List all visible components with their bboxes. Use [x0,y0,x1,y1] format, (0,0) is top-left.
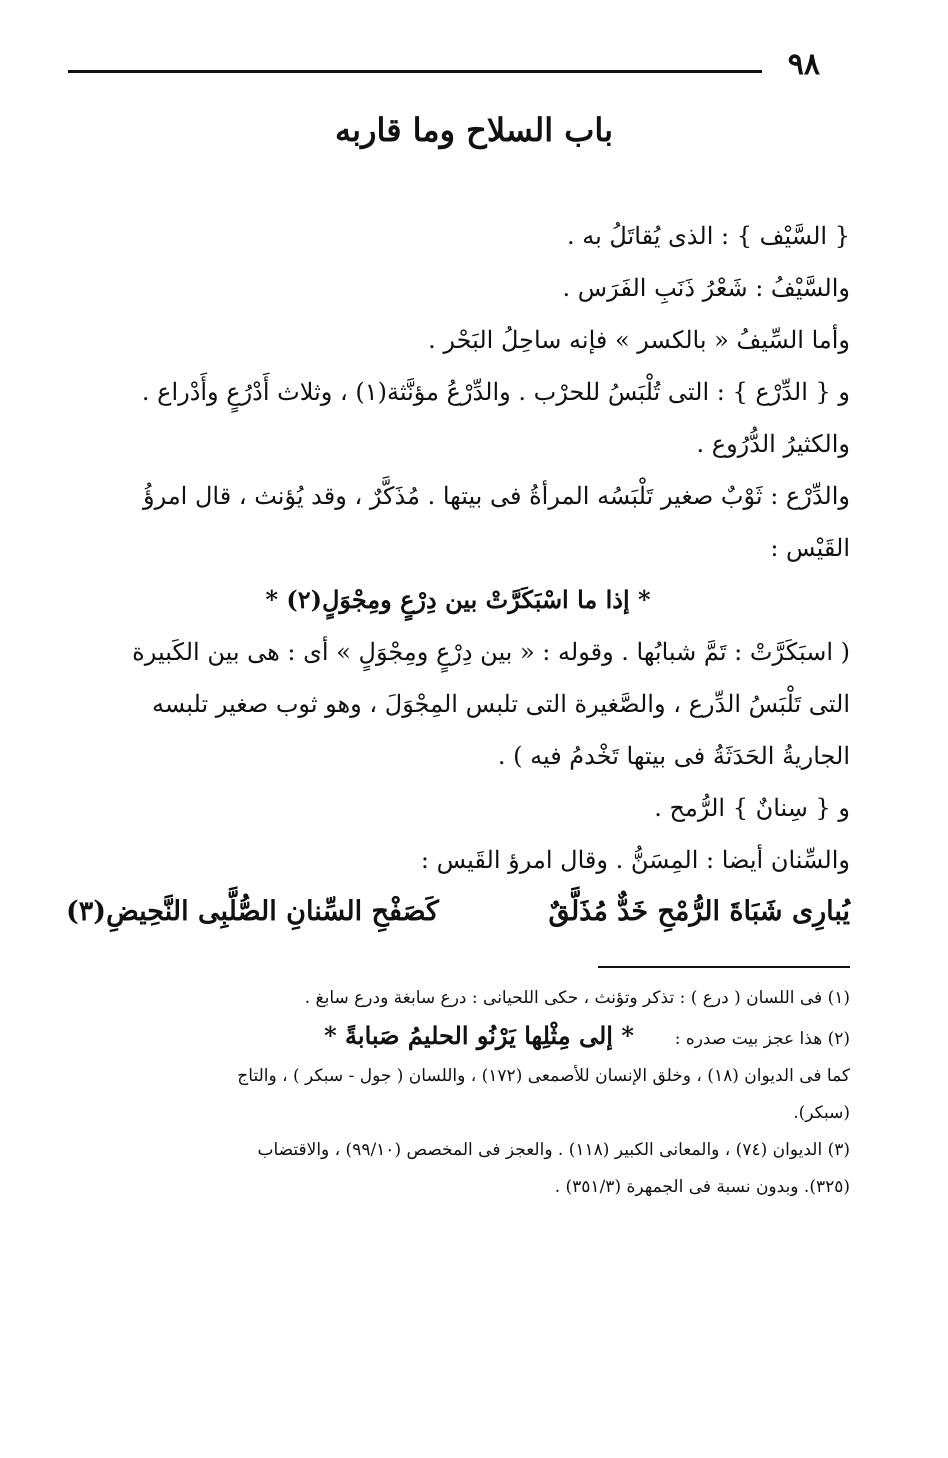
text-line: والسِّنان أيضا : المِسَنُّ . وقال امرؤ القَيس : [420,846,850,874]
verse-quote: * إذا ما اسْبَكَرَّتْ بين دِرْعٍ ومِجْوَلٍ(٢) * [265,585,651,614]
footnote-2-verse: * إلى مِثْلِها يَرْنُو الحليمُ صَبابةً * [324,1021,634,1050]
footnote-2-sources: كما فى الديوان (١٨) ، وخلق الإنسان للأصمعى (١٧٢) ، واللسان ( جول - سبكر ) ، والتاج [237,1066,850,1086]
header-rule [68,70,762,73]
text-line: و { سِنانٌ } الرُّمح . [654,794,850,822]
text-line: ( اسبَكَرَّتْ : تَمَّ شبابُها . وقوله : « بين دِرْعٍ ومِجْوَلٍ » أى : هى بين الكَبيرة [132,638,850,666]
footnote-3: (٣) الديوان (٧٤) ، والمعانى الكبير (١١٨) . والعجز فى المخصص (٩٩/١٠) ، والاقتضاب [257,1140,850,1160]
text-line: القَيْس : [770,534,850,562]
footnote-2-intro: (٢) هذا عجز بيت صدره : [674,1029,850,1049]
footnote-2 [66,1017,850,1058]
footnote-2-sources-end: (سبكر). [793,1103,850,1123]
footnote-3-cont: (٣٢٥). وبدون نسبة فى الجمهرة (٣٥١/٣) . [554,1177,850,1197]
chapter-title: باب السلاح وما قاربه [334,111,614,149]
text-line: والسَّيْفُ : شَعْرُ ذَنَبِ الفَرَس . [562,274,850,302]
poetry-verse [66,886,850,938]
text-line: والكثيرُ الدُّرُوع . [696,430,850,458]
text-line: وأما السِّيفُ « بالكسر » فإنه ساحِلُ البَحْر . [428,326,850,354]
footnote-rule [598,966,850,968]
text-line: والدِّرْع : ثَوْبٌ صغير تَلْبَسُه المرأةُ فى بيتها . مُذَكَّرٌ ، وقد يُؤنث ، قال امرؤُ [142,482,850,510]
footnotes [66,980,850,1206]
verse-second-hemistich: كَصَفْحِ السِّنانِ الصُّلَّبِى النَّحِيضِ(٣) [66,896,439,927]
body-text [66,210,850,938]
verse-first-hemistich: يُبارِى شَبَاةَ الرُّمْحِ خَدٌّ مُذَلَّقٌ [548,896,850,927]
text-line: { السَّيْف } : الذى يُقاتَلُ به . [566,222,850,250]
text-line: التى تَلْبَسُ الدِّرع ، والصَّغيرة التى تلبس المِجْوَلَ ، وهو ثوب صغير تلبسه [151,690,850,718]
text-line: و { الدِّرْع } : التى تُلْبَسُ للحرْب . والدِّرْعُ مؤنَّثة(١) ، وثلاث أَدْرُعٍ وأَدْراع . [141,378,850,406]
footnote-1: (١) فى اللسان ( درع ) : تذكر وتؤنث ، حكى اللحيانى : درع سابغة ودرع سابغ . [304,988,850,1008]
text-line: الجاريةُ الحَدَثَةُ فى بيتها تَخْدمُ فيه ) . [497,742,850,770]
page-number: ٩٨ [787,47,820,82]
